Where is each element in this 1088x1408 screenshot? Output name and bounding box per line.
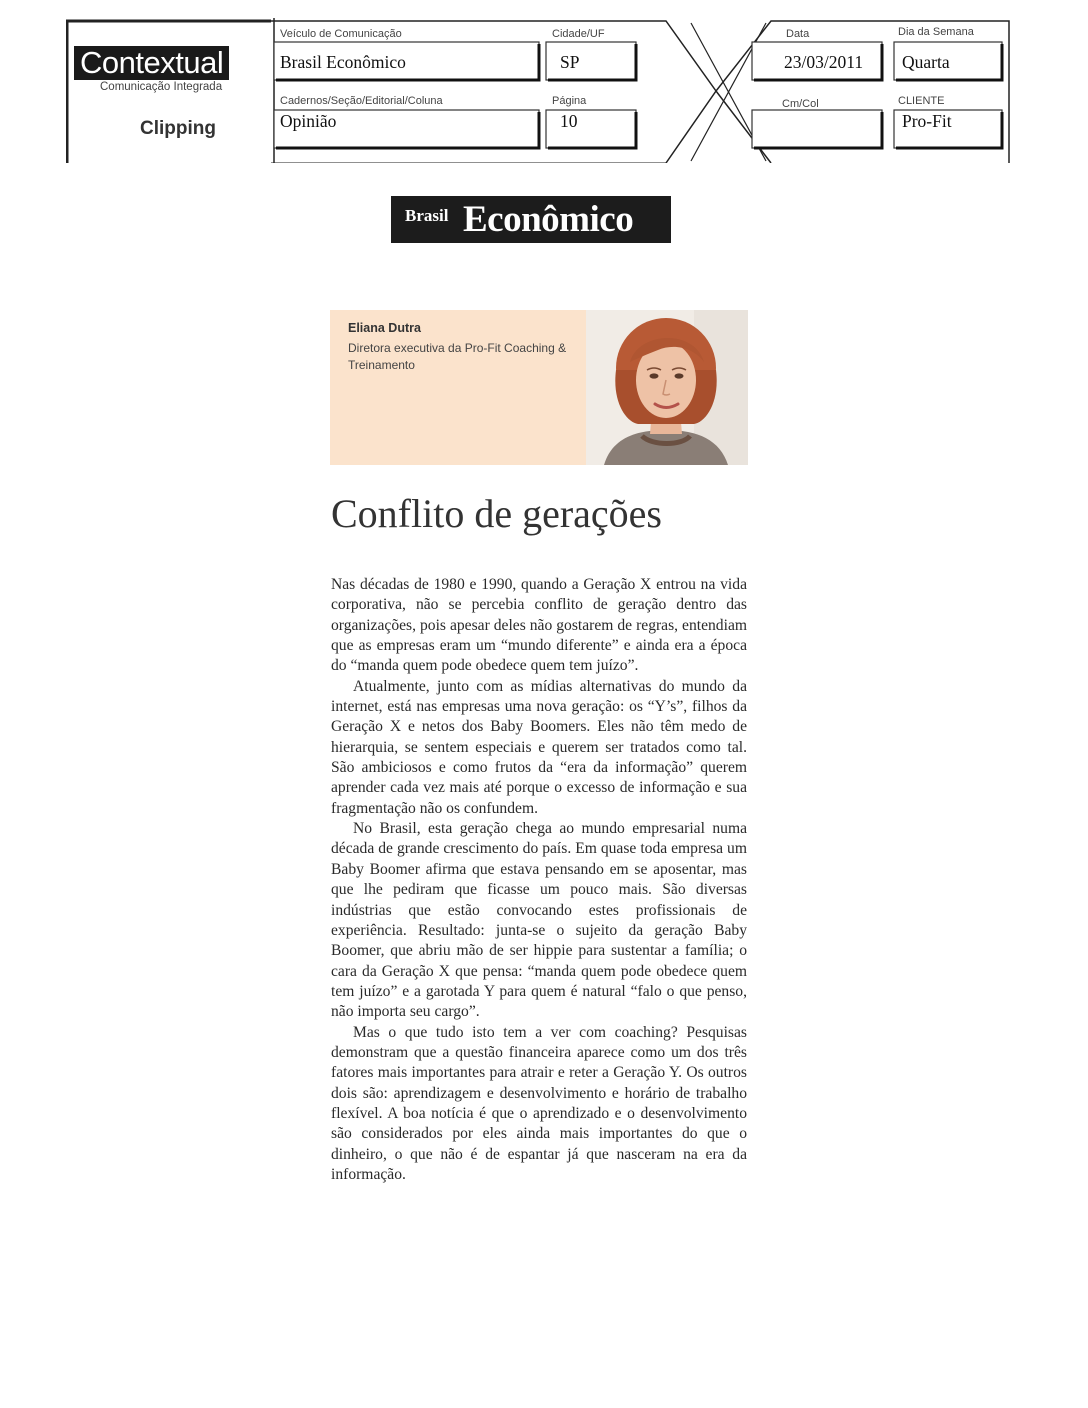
masthead-economico: Econômico: [463, 199, 634, 240]
article-headline: Conflito de gerações: [331, 491, 662, 536]
cliente-value: Pro-Fit: [902, 111, 952, 131]
clipping-label: Clipping: [140, 118, 216, 139]
author-box: [330, 310, 748, 465]
article-paragraph: Mas o que tudo isto tem a ver com coaching? Pesquisas demonstram que a questão financeira aparece como um dos três fatores mais importantes para atrair e reter a Geração Y. Os outros dois são: aprendizagem e desenvolvimento e horário de trabalho flexível. A boa notícia é que o aprendizado e o desenvolvimento são considerados por eles ainda mais importantes do que o dinheiro, o que não é de espantar já que nasceram na era da informação.: [331, 1023, 747, 1183]
data-value: 23/03/2011: [784, 52, 864, 72]
article-paragraph: Nas décadas de 1980 e 1990, quando a Geração X entrou na vida corporativa, não se percebia conflito de geração dentro das organizações, pois apesar deles não gostarem de regras, entendiam que as empresas eram um “mundo diferente” e ainda era a época do “manda quem pode obedece quem tem juízo”.: [331, 576, 747, 675]
brasil-economico-logo: [391, 196, 671, 243]
veiculo-value: Brasil Econômico: [280, 52, 406, 72]
logo-brand: Contextual: [74, 46, 229, 80]
cliente-label: CLIENTE: [898, 95, 945, 107]
article-paragraph: Atualmente, junto com as mídias alternativas do mundo da internet, está nas empresas uma nova geração: os “Y’s”, filhos da Geração X e netos dos Baby Boomers. Eles não têm medo de hierarquia, se sentem especiais e querem ser tratados como tal. São ambiciosos e como frutos da “era da informação” querem aprender cada vez mais até porque o excesso de informação e sua fragmentação não os confundem.: [331, 677, 747, 817]
dia-value: Quarta: [902, 52, 950, 72]
author-photo: [586, 310, 748, 465]
contextual-logo: [74, 46, 260, 100]
cmcol-label: Cm/Col: [782, 98, 819, 110]
article-paragraph: No Brasil, esta geração chega ao mundo empresarial numa década de grande crescimento do país. Em quase toda empresa um Baby Boomer afirma que estava pensando em se aposentar, mas que lhe pediram que ficasse um pouco mais. São diversas indústrias que estão convocando estes profissionais de experiência. Resultado: junta-se o sujeito da geração Baby Boomer, que abriu mão de ser hippie para sustentar a família; o cara da Geração X que pensa: “manda quem pode obedece quem tem juízo” e a garotada Y para quem é natural “falo o que penso, não importa seu cargo”.: [331, 820, 747, 1021]
author-role: Diretora executiva da Pro-Fit Coaching & Treinamento: [348, 341, 567, 372]
clipping-header: [66, 18, 1012, 163]
pagina-label: Página: [552, 95, 587, 107]
article-body: [331, 575, 747, 1185]
pagina-value: 10: [560, 111, 578, 131]
data-label: Data: [786, 28, 810, 40]
caderno-label: Cadernos/Seção/Editorial/Coluna: [280, 95, 443, 107]
masthead-brasil: Brasil: [405, 206, 449, 225]
logo-tagline: Comunicação Integrada: [100, 81, 223, 93]
author-name: Eliana Dutra: [348, 321, 421, 335]
cidade-label: Cidade/UF: [552, 28, 605, 40]
veiculo-label: Veículo de Comunicação: [280, 28, 402, 40]
caderno-value: Opinião: [280, 111, 337, 131]
dia-label: Dia da Semana: [898, 26, 974, 38]
cidade-value: SP: [560, 52, 580, 72]
